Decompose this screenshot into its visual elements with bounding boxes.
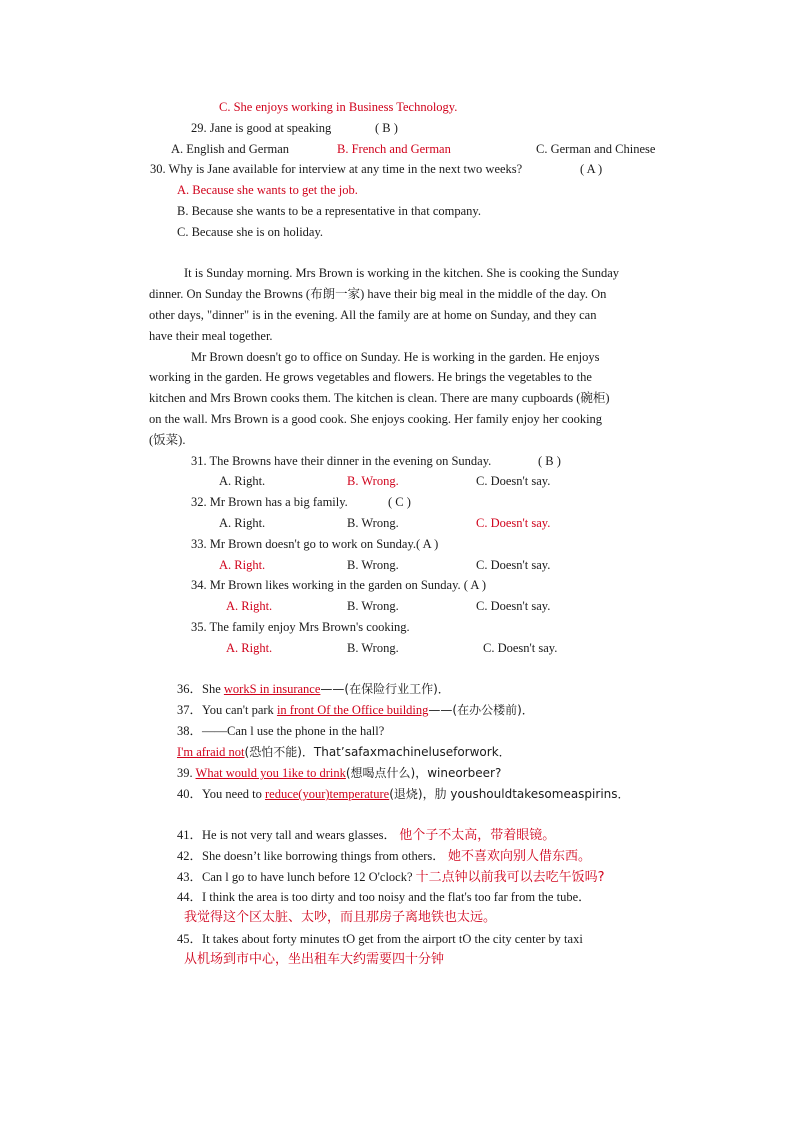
q37-suffix: ——(在办公楼前)． xyxy=(428,703,534,717)
passage-p1-line1: It is Sunday morning. Mrs Brown is working in the kitchen. She is cooking the Sunday xyxy=(184,266,620,280)
q35-option-a: A. Right. xyxy=(226,641,273,655)
passage-p2-line2: working in the garden. He grows vegetables and flowers. He brings the vegetables to the xyxy=(149,370,592,384)
q45-translation: 从机场到市中心，坐出租车大约需要四十分钟 xyxy=(184,952,445,967)
q39-suffix: (想喝点什么)，wineorbeer? xyxy=(345,766,502,780)
q36-prefix: 36．She xyxy=(177,682,224,696)
q41-stem: 41．He is not very tall and wears glasses． xyxy=(177,828,397,842)
q31-option-b: B. Wrong. xyxy=(347,474,399,488)
q30-stem: 30. Why is Jane available for interview at any time in the next two weeks? xyxy=(150,162,523,176)
q37-answer: in front Of the Office building xyxy=(276,703,429,717)
q40-answer: reduce(your)temperature xyxy=(264,787,390,801)
q45-stem: 45．It takes about forty minutes tO get from the airport tO the city center by taxi xyxy=(177,932,583,946)
q32-answer: ( C ) xyxy=(388,495,411,509)
q39-answer: What would you 1ike to drink xyxy=(195,766,346,780)
q36-suffix: ——(在保险行业工作)． xyxy=(320,682,450,696)
q34-stem: 34. Mr Brown likes working in the garden on Sunday. ( A ) xyxy=(191,578,486,592)
passage-p1-line4: have their meal together. xyxy=(149,329,273,343)
passage-p2-line1: Mr Brown doesn't go to office on Sunday. He is working in the garden. He enjoys xyxy=(191,350,600,364)
q39-line xyxy=(177,765,501,781)
passage-p1-line3: other days, "dinner" is in the evening. All the family are at home on Sunday, and they can xyxy=(149,308,597,322)
q34-option-b: B. Wrong. xyxy=(347,599,399,613)
q34-option-c: C. Doesn't say. xyxy=(476,599,551,613)
q42-translation: 她不喜欢向别人借东西。 xyxy=(447,849,591,864)
q32-option-b: B. Wrong. xyxy=(347,516,399,530)
q37-line xyxy=(177,702,534,718)
q33-option-a: A. Right. xyxy=(219,558,266,572)
q30-option-b: B. Because she wants to be a representative in that company. xyxy=(177,204,481,218)
q40-prefix: 40．You need to xyxy=(177,787,265,801)
q41-line xyxy=(177,827,555,844)
q33-stem: 33. Mr Brown doesn't go to work on Sunday.( A ) xyxy=(191,537,439,551)
q35-option-b: B. Wrong. xyxy=(347,641,399,655)
q29-stem: 29. Jane is good at speaking xyxy=(191,121,332,135)
q31-answer: ( B ) xyxy=(538,454,561,468)
q33-option-b: B. Wrong. xyxy=(347,558,399,572)
q35-option-c: C. Doesn't say. xyxy=(483,641,558,655)
q32-option-a: A. Right. xyxy=(219,516,266,530)
q43-line xyxy=(177,869,605,886)
q32-option-c: C. Doesn't say. xyxy=(476,516,551,530)
q30-option-a: A. Because she wants to get the job. xyxy=(177,183,358,197)
q38-answer: I'm afraid not xyxy=(177,745,245,759)
q37-prefix: 37．You can't park xyxy=(177,703,277,717)
passage-p2-line5: (饭菜). xyxy=(149,433,186,447)
q33-option-c: C. Doesn't say. xyxy=(476,558,551,572)
q36-line xyxy=(177,681,450,697)
q36-answer: workS in insurance xyxy=(223,682,321,696)
q43-translation: 十二点钟以前我可以去吃午饭吗? xyxy=(415,870,605,885)
q31-stem: 31. The Browns have their dinner in the evening on Sunday. xyxy=(191,454,492,468)
q40-suffix: (退烧)，肋 youshouldtakesomeaspirins． xyxy=(389,787,630,801)
q30-answer: ( A ) xyxy=(580,162,603,176)
q42-stem: 42．She doesn’t like borrowing things from others． xyxy=(177,849,445,863)
q31-option-a: A. Right. xyxy=(219,474,266,488)
q38-stem: 38．——Can l use the phone in the hall? xyxy=(177,724,385,738)
q42-line xyxy=(177,848,591,865)
q30-option-c: C. Because she is on holiday. xyxy=(177,225,324,239)
q32-stem: 32. Mr Brown has a big family. xyxy=(191,495,348,509)
q39-prefix: 39. xyxy=(177,766,196,780)
q35-stem: 35. The family enjoy Mrs Brown's cooking. xyxy=(191,620,410,634)
q38-suffix: (恐怕不能)．That’safaxmachineluseforwork． xyxy=(244,745,511,759)
passage-p2-line3: kitchen and Mrs Brown cooks them. The kitchen is clean. There are many cupboards (碗柜) xyxy=(149,391,610,405)
passage-p2-line4: on the wall. Mrs Brown is a good cook. She enjoys cooking. Her family enjoy her cooking xyxy=(149,412,603,426)
q29-option-a: A. English and German xyxy=(171,142,290,156)
passage-p1-line2: dinner. On Sunday the Browns (布朗一家) have their big meal in the middle of the day. On xyxy=(149,287,607,301)
q34-option-a: A. Right. xyxy=(226,599,273,613)
q31-option-c: C. Doesn't say. xyxy=(476,474,551,488)
q41-translation: 他个子不太高，带着眼镜。 xyxy=(399,828,556,843)
q38-answer-line xyxy=(163,744,511,760)
q44-translation: 我觉得这个区太脏、太吵，而且那房子离地铁也太远。 xyxy=(184,910,497,925)
q43-stem: 43．Can l go to have lunch before 12 O'clock? xyxy=(177,870,413,884)
q29-option-c: C. German and Chinese xyxy=(536,142,656,156)
q29-answer: ( B ) xyxy=(375,121,398,135)
q40-line xyxy=(177,786,630,802)
q44-stem: 44．I think the area is too dirty and too noisy and the flat's too far from the tube． xyxy=(177,890,591,904)
q28-option-c: C. She enjoys working in Business Technology. xyxy=(219,100,458,114)
q29-option-b: B. French and German xyxy=(337,142,451,156)
